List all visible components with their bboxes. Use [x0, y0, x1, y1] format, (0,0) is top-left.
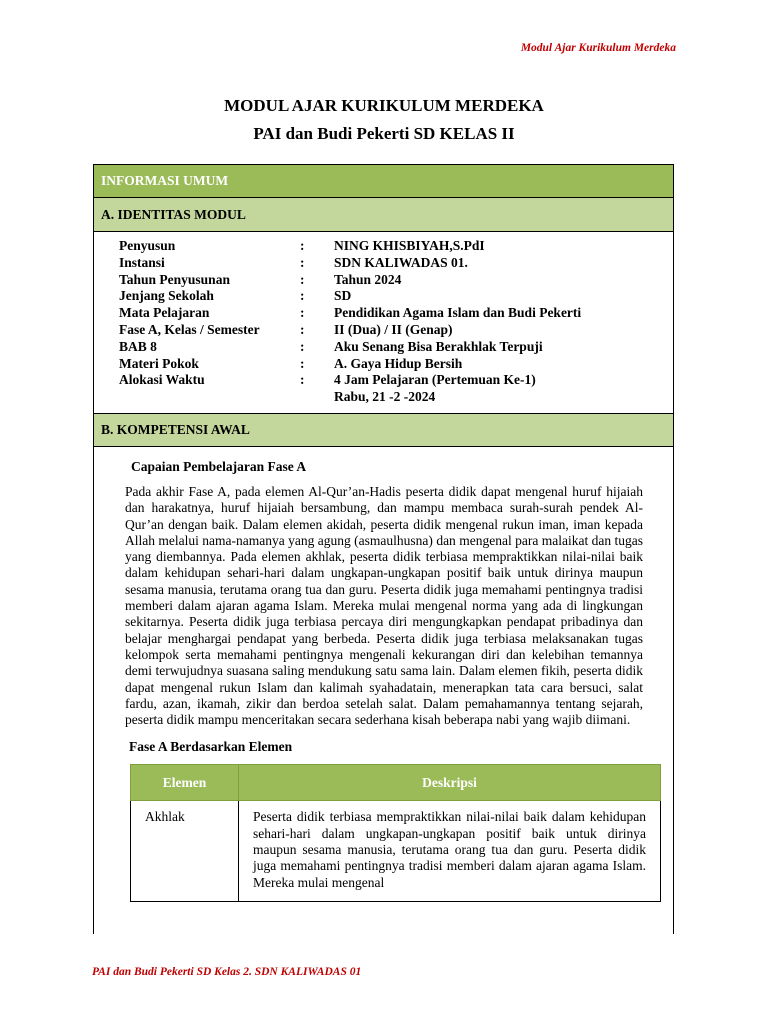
- identitas-colon: :: [300, 254, 305, 270]
- identitas-value: SDN KALIWADAS 01.: [334, 254, 468, 270]
- identitas-value: Pendidikan Agama Islam dan Budi Pekerti: [334, 305, 582, 321]
- running-footer: PAI dan Budi Pekerti SD Kelas 2. SDN KALIWADAS 01: [92, 966, 362, 978]
- elemen-heading: Fase A Berdasarkan Elemen: [129, 739, 293, 755]
- running-header: Modul Ajar Kurikulum Merdeka: [520, 42, 676, 54]
- identitas-label: Mata Pelajaran: [119, 305, 210, 321]
- identitas-label: Alokasi Waktu: [119, 372, 205, 388]
- identitas-value: A. Gaya Hidup Bersih: [334, 355, 463, 371]
- identitas-label: BAB 8: [119, 338, 157, 354]
- module-frame: [93, 164, 674, 934]
- capaian-heading: Capaian Pembelajaran Fase A: [131, 458, 307, 474]
- identitas-value: Aku Senang Bisa Berakhlak Terpuji: [334, 338, 543, 354]
- kompetensi-body: [94, 458, 673, 902]
- table-header-row: [131, 765, 661, 801]
- identitas-colon: :: [300, 305, 305, 321]
- identitas-label: Tahun Penyusunan: [119, 271, 230, 287]
- identitas-row: [119, 255, 673, 272]
- identitas-label: Fase A, Kelas / Semester: [119, 321, 260, 337]
- identitas-colon: :: [300, 238, 305, 253]
- table-row: [131, 801, 661, 901]
- identitas-label: Instansi: [119, 254, 165, 270]
- identitas-colon: :: [300, 372, 305, 388]
- identitas-list: [94, 232, 673, 414]
- identitas-colon: :: [300, 355, 305, 371]
- column-header-elemen: Elemen: [131, 765, 239, 801]
- identitas-colon: :: [300, 338, 305, 354]
- identitas-row: [119, 272, 673, 289]
- section-kompetensi-heading: B. KOMPETENSI AWAL: [94, 414, 673, 447]
- section-informasi-umum: INFORMASI UMUM: [94, 165, 673, 198]
- identitas-row: [119, 322, 673, 339]
- section-identitas-heading: A. IDENTITAS MODUL: [94, 198, 673, 232]
- identitas-row: [119, 389, 673, 406]
- identitas-row: [119, 305, 673, 322]
- identitas-value: II (Dua) / II (Genap): [334, 321, 453, 337]
- identitas-label: Jenjang Sekolah: [119, 288, 214, 304]
- elemen-table: [130, 764, 661, 901]
- capaian-paragraph: Pada akhir Fase A, pada elemen Al-Qur’an-Hadis peserta didik dapat mengenal huruf hijaiah dan harakatnya, huruf hijaiah bersambung, dan mampu membaca surah-surah pendek Al-Qur’an dengan baik. Dalam elemen akidah, peserta didik mengenal rukun iman, iman kepada Allah melalui nama-namanya yang agung (asmaulhusna) dan mengenal para malaikat dan tugas yang diembannya. Pada elemen akhlak, peserta didik terbiasa mempraktikkan nilai-nilai baik dalam kehidupan sehari-hari dalam ungkapan-ungkapan positif baik untuk dirinya maupun sesama manusia, terutama orang tua dan guru. Peserta didik juga memahami pentingnya tradisi memberi dalam ajaran agama Islam. Mereka mulai mengenal norma yang ada di lingkungan sekitarnya. Peserta didik juga terbiasa percaya diri mengungkapkan pendapat pribadinya dan belajar menghargai pendapat yang berbeda. Peserta didik juga terbiasa melaksanakan tugas kelompok serta memahami pentingnya mengenali kekurangan diri dan kelebihan temannya demi terwujudnya suasana saling mendukung satu sama lain. Dalam elemen fikih, peserta didik dapat mengenal rukun Islam dan kalimah syahadatain, menerapkan tata cara bersuci, salat fardu, azan, ikamah, zikir dan berdoa setelah salat. Dalam pemahamannya tentang sejarah, peserta didik mampu menceritakan secara sederhana kisah beberapa nabi yang wajib diimani.: [125, 483, 643, 728]
- identitas-row: [119, 288, 673, 305]
- identitas-row: [119, 238, 673, 255]
- identitas-value: NING KHISBIYAH,S.PdI: [334, 238, 485, 253]
- identitas-colon: :: [300, 321, 305, 337]
- identitas-row: [119, 356, 673, 373]
- identitas-value: 4 Jam Pelajaran (Pertemuan Ke-1): [334, 372, 536, 388]
- identitas-value: SD: [334, 288, 352, 304]
- elemen-cell: Akhlak: [131, 801, 239, 901]
- title-line-2: PAI dan Budi Pekerti SD KELAS II: [253, 124, 515, 143]
- document-title: [0, 92, 768, 148]
- identitas-label: Materi Pokok: [119, 355, 199, 371]
- identitas-colon: :: [300, 288, 305, 304]
- column-header-deskripsi: Deskripsi: [239, 765, 661, 801]
- identitas-value: Tahun 2024: [334, 271, 402, 287]
- identitas-row: [119, 339, 673, 356]
- title-line-1: MODUL AJAR KURIKULUM MERDEKA: [224, 96, 544, 115]
- deskripsi-cell: Peserta didik terbiasa mempraktikkan nilai-nilai baik dalam kehidupan sehari-hari dalam ungkapan-ungkapan positif baik untuk dirinya maupun sesama manusia, terutama orang tua dan guru. Peserta didik juga memahami pentingnya tradisi memberi dalam ajaran agama Islam. Mereka mulai mengenal: [239, 801, 661, 901]
- identitas-colon: :: [300, 271, 305, 287]
- identitas-date: Rabu, 21 -2 -2024: [334, 389, 436, 405]
- identitas-label: Penyusun: [119, 238, 176, 253]
- identitas-row: [119, 372, 673, 389]
